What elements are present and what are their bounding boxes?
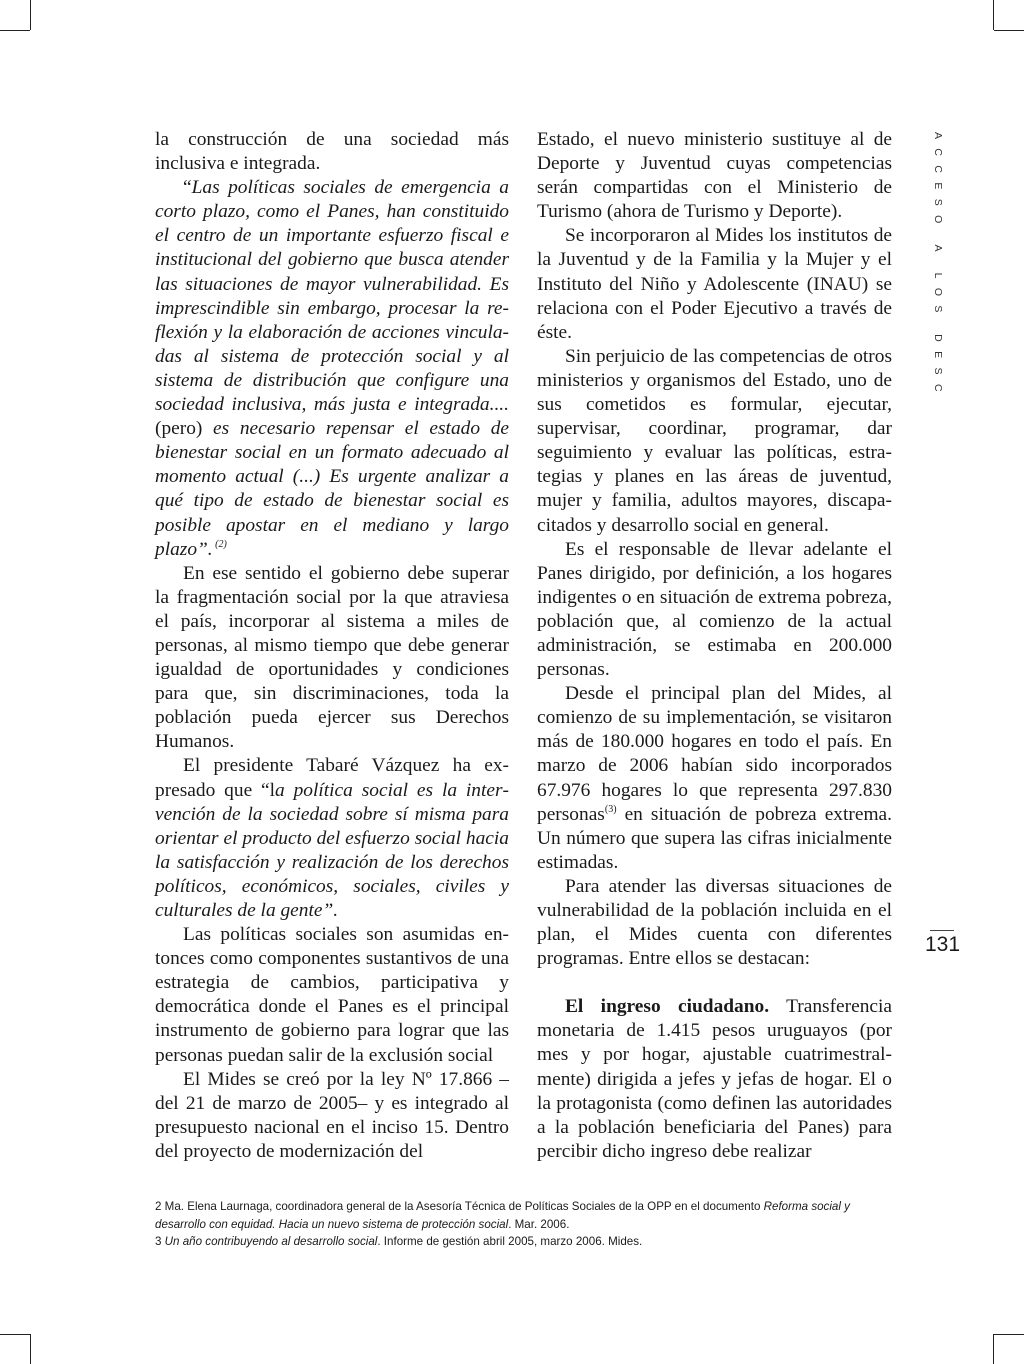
quotation-paragraph <box>155 176 509 562</box>
paragraph: la construcción de una sociedad más inclusiva e integrada. <box>155 129 509 175</box>
quote-mark: “ <box>183 177 192 199</box>
crop-mark-bottom-right <box>993 1334 994 1364</box>
paragraph-text: Transferencia monetaria de 1.415 pesos uruguayos (por mes y por hogar, ajustable cuatrimestralmente) dirigida a jefes y jefas de hogar. El o la protagonista (como definen las autoridades a la población beneficiaria del Panes) para percibir dicho ingreso debe realizar <box>537 996 892 1162</box>
footnote-2 <box>155 1198 897 1233</box>
left-text-column <box>155 128 509 1164</box>
crop-mark-bottom-left <box>0 1334 30 1335</box>
program-heading: El ingreso ciudadano. <box>565 996 770 1018</box>
crop-mark-top-left <box>30 0 31 30</box>
paragraph <box>155 754 509 923</box>
quotation-insert: (pero) <box>155 418 214 440</box>
footnote-text: . Informe de gestión abril 2005, marzo 2006. Mides. <box>377 1235 643 1248</box>
running-head: ACCESO A LOS DESC <box>932 132 944 401</box>
footnote-cited-title: Un año contribuyendo al desarrollo social <box>164 1235 378 1248</box>
footnote-reference: (2) <box>212 538 227 550</box>
paragraph: Sin perjuicio de las competencias de otros ministerios y organismos del Estado, uno de sus cometidos es formular, ejecutar, supervisar, coordinar, programar, dar seguimiento y evaluar las políticas, estrategias y planes en las áreas de juventud, mujer y familia, adultos mayores, discapacitados y desarrollo social en general. <box>537 345 892 536</box>
page-number-rule <box>930 930 954 931</box>
paragraph: Estado, el nuevo ministerio sustituye al de Deporte y Juventud cuyas competencias serán compartidas con el Ministerio de Turismo (ahora de Turismo y Deporte). <box>537 129 892 223</box>
quotation-text: es necesario repensar el estado de bienestar social en un formato adecuado al momento actual (...) Es urgente analizar a qué tipo de estado de bienestar social es posible apostar en el mediano y largo plazo”. <box>155 418 509 560</box>
crop-mark-bottom-right <box>994 1334 1024 1335</box>
footnotes <box>155 1198 897 1251</box>
paragraph: Es el responsable de llevar adelante el Panes dirigido, por definición, a los hogares indigentes o en situación de extrema pobreza, población que, al comienzo de la actual administración, se estimaba en 200.000 personas. <box>537 538 892 681</box>
paragraph: El Mides se creó por la ley Nº 17.866 –del 21 de marzo de 2005– y es integrado al presupuesto nacional en el inciso 15. Dentro del proyecto de modernización del <box>155 1068 509 1162</box>
page-number: 131 <box>925 933 961 956</box>
quotation-text: a política social es la intervención de la sociedad sobre sí misma para orientar el producto del esfuerzo social hacia la satisfacción y realización de los derechos políticos, económicos, sociales, civiles y culturales de la gente”. <box>155 779 509 921</box>
paragraph-text: Desde el principal plan del Mides, al comienzo de su implementación, se visitaron más de 180.000 hogares en todo el país. En marzo de 2006 habían sido incorporados 67.976 hogares lo que representa 297.830 personas <box>537 683 892 825</box>
crop-mark-top-right <box>994 30 1024 31</box>
footnote-reference: (3) <box>604 803 617 815</box>
footnote-text: 3 <box>155 1235 165 1248</box>
crop-mark-top-left <box>0 30 30 31</box>
paragraph: En ese sentido el gobierno debe superar la fragmentación social por la que atraviesa el país, incorporar al sistema a miles de personas, al mismo tiempo que debe generar igualdad de oportunidades y condiciones para que, sin discriminaciones, toda la población pueda ejercer sus Derechos Humanos. <box>155 562 509 753</box>
quotation-text: Las políticas sociales de emergencia a corto plazo, como el Panes, han constituido el centro de un importante esfuerzo fiscal e institucional del gobierno que busca atender las situaciones de mayor vulnerabilidad. Es imprescindible sin embargo, procesar la reflexión y la elaboración de acciones vinculadas al sistema de protección social y al sistema de distribución que configure una sociedad inclusiva, más justa e integrada.... <box>155 177 509 416</box>
crop-mark-bottom-left <box>30 1334 31 1364</box>
footnote-cited-title: Reforma social y desarrollo con equidad. Hacia un nuevo sistema de protección social <box>155 1200 850 1231</box>
footnote-text: . Mar. 2006. <box>508 1217 570 1231</box>
paragraph: Se incorporaron al Mides los institutos de la Juventud y de la Familia y la Mujer y el Instituto del Niño y Adolescente (INAU) se relaciona con el Poder Ejecutivo a través de éste. <box>537 225 892 343</box>
paragraph: Las políticas sociales son asumidas entonces como componentes sustantivos de una estrategia de cambios, participativa y democrática donde el Panes es el principal instrumento de gobierno para lograr que las personas puedan salir de la exclusión social <box>155 924 509 1066</box>
program-paragraph <box>537 995 892 1164</box>
paragraph-text: en situación de pobreza extrema. Un número que supera las cifras inicialmente estimadas. <box>537 803 892 873</box>
paragraph-text: El presidente Tabaré Vázquez ha expresado que “l <box>155 755 509 801</box>
paragraph: Para atender las diversas situaciones de vulnerabilidad de la población incluida en el plan, el Mides cuenta con diferentes programas. Entre ellos se destacan: <box>537 875 892 970</box>
right-text-column <box>537 128 892 1164</box>
paragraph <box>537 682 892 875</box>
footnote-text: 2 Ma. Elena Laurnaga, coordinadora general de la Asesoría Técnica de Políticas Sociales de la OPP en el documento <box>155 1200 764 1213</box>
footnote-3 <box>155 1233 897 1251</box>
crop-mark-top-right <box>993 0 994 30</box>
